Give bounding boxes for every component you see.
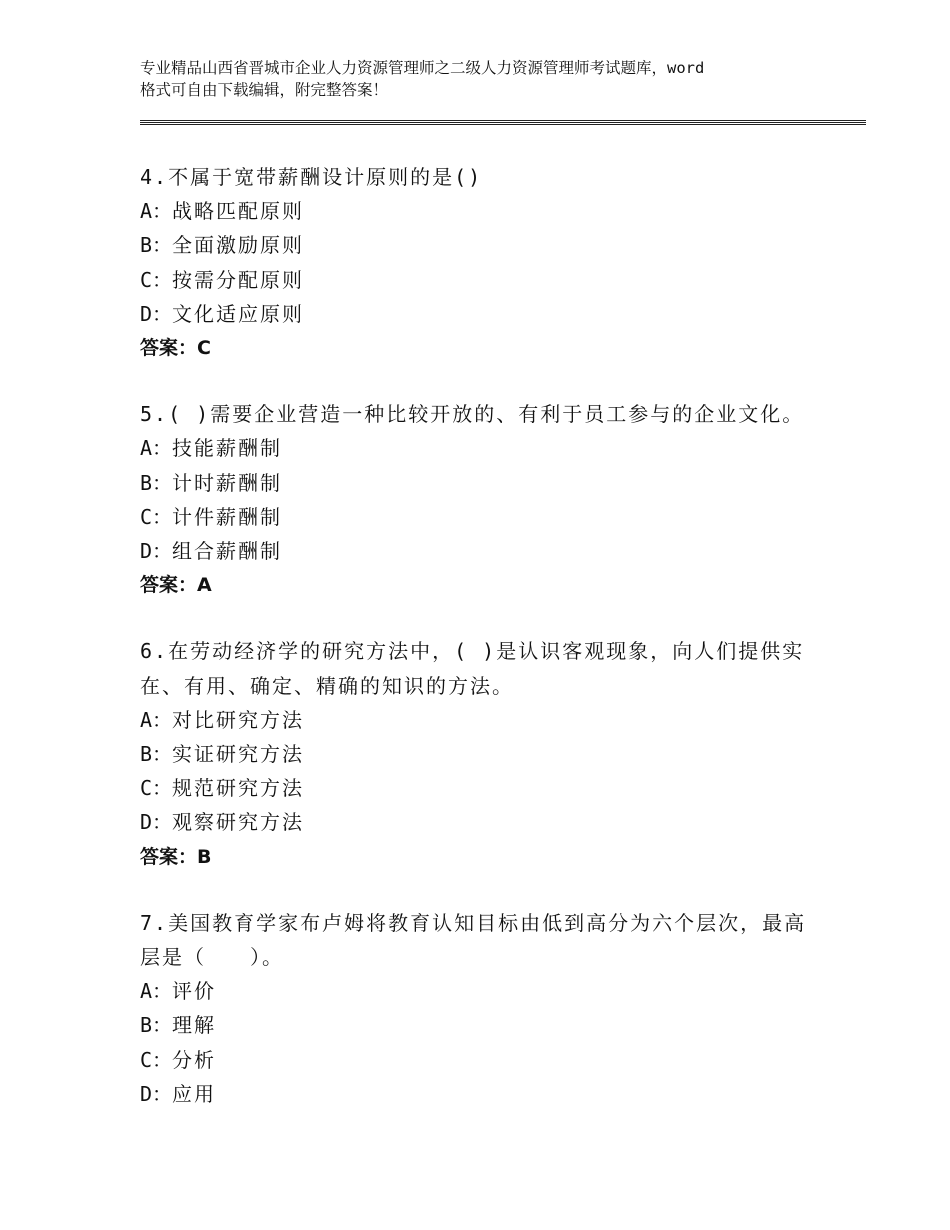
option-c [140,1043,830,1077]
option-text: 文化适应原则 [172,301,305,326]
question-stem-continued: 在、有用、确定、精确的知识的方法。 [140,673,514,698]
option-text: 计时薪酬制 [172,470,283,495]
option-text: 评价 [172,979,217,1004]
question-stem: 4.不属于宽带薪酬设计原则的是() [140,165,483,189]
option-a [140,431,830,465]
answer-label: 答案： [140,574,198,597]
question-list [140,160,830,1143]
option-text: 观察研究方法 [172,810,305,835]
option-letter: B： [140,1013,173,1038]
question-item [140,160,830,365]
option-text: 计件薪酬制 [172,504,283,529]
option-text: 理解 [172,1013,217,1038]
option-text: 分析 [172,1047,217,1072]
option-text: 应用 [172,1081,217,1106]
option-letter: D： [140,1081,173,1106]
option-b [140,737,830,771]
option-text: 实证研究方法 [172,742,305,767]
option-c [140,771,830,805]
header-divider [140,120,866,121]
option-letter: A： [140,707,173,732]
header-divider [140,124,866,125]
option-d [140,297,830,331]
question-item [140,397,830,602]
option-letter: D： [140,539,173,564]
option-text: 全面激励原则 [172,233,305,258]
header-title-line-2: 格式可自由下载编辑，附完整答案！ [140,81,389,99]
option-text: 按需分配原则 [172,267,305,292]
option-letter: D： [140,810,173,835]
answer-line [140,568,830,602]
question-stem: 5.( )需要企业营造一种比较开放的、有利于员工参与的企业文化。 [140,402,805,427]
answer-line [140,331,830,365]
option-letter: A： [140,979,173,1004]
option-text: 战略匹配原则 [172,199,305,224]
option-a [140,703,830,737]
option-letter: B： [140,233,173,258]
option-b [140,466,830,500]
option-letter: C： [140,504,173,529]
option-a [140,194,830,228]
option-letter: D： [140,301,173,326]
answer-value: A [197,574,212,597]
option-text: 技能薪酬制 [172,436,283,461]
option-letter: A： [140,199,173,224]
option-c [140,263,830,297]
document-header [140,57,830,101]
option-d [140,534,830,568]
option-letter: B： [140,742,173,767]
option-a [140,974,830,1008]
answer-value: C [197,337,211,360]
option-text: 对比研究方法 [172,707,305,732]
header-title-line-1: 专业精品山西省晋城市企业人力资源管理师之二级人力资源管理师考试题库，word [140,59,705,77]
option-d [140,805,830,839]
answer-label: 答案： [140,337,198,360]
option-text: 组合薪酬制 [172,539,283,564]
option-b [140,228,830,262]
option-letter: C： [140,1047,173,1072]
option-letter: A： [140,436,173,461]
question-stem: 6.在劳动经济学的研究方法中，( )是认识客观现象，向人们提供实 [140,639,805,664]
question-item [140,634,830,873]
option-letter: B： [140,470,173,495]
option-c [140,500,830,534]
option-text: 规范研究方法 [172,776,305,801]
option-letter: C： [140,776,173,801]
answer-label: 答案： [140,845,198,868]
answer-line [140,840,830,874]
option-b [140,1008,830,1042]
question-stem-continued: 层是（ ）。 [140,945,284,970]
question-item [140,906,830,1111]
option-letter: C： [140,267,173,292]
answer-value: B [197,845,212,868]
question-stem: 7.美国教育学家布卢姆将教育认知目标由低到高分为六个层次，最高 [140,910,807,935]
option-d [140,1077,830,1111]
header-divider [140,122,866,123]
